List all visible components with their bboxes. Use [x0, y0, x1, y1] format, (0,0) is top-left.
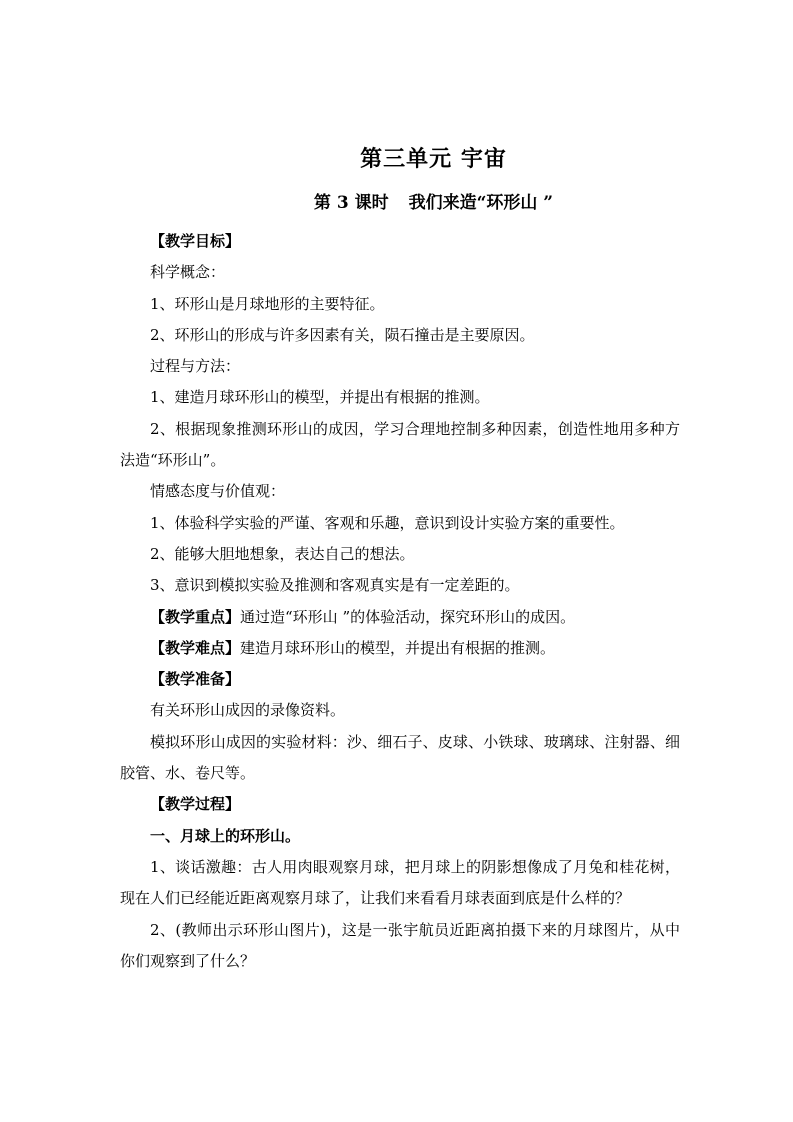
process-step-2: 2、(教师出示环形山图片)，这是一张宇航员近距离拍摄下来的月球图片，从中你们观察到了什么？	[120, 920, 680, 970]
concept-label: 科学概念：	[150, 263, 226, 282]
lesson-body	[120, 226, 680, 977]
attitude-item-1: 1、体验科学实验的严谨、客观和乐趣，意识到设计实验方案的重要性。	[150, 513, 625, 532]
process-label: 过程与方法：	[150, 357, 241, 376]
concept-item-2: 2、环形山的形成与许多因素有关，陨石撞击是主要原因。	[150, 325, 535, 344]
difficulty-label: 【教学难点】	[150, 638, 241, 657]
preparation-heading: 【教学准备】	[150, 670, 241, 689]
preparation-item-1: 有关环形山成因的录像资料。	[150, 701, 346, 720]
lesson-number: 第 3 课时	[313, 193, 389, 213]
lesson-name: 我们来造“环形山 ”	[408, 193, 554, 213]
attitude-item-2: 2、能够大胆地想象，表达自己的想法。	[150, 544, 415, 563]
process-item-1: 1、建造月球环形山的模型，并提出有根据的推测。	[150, 388, 490, 407]
key-point-label: 【教学重点】	[150, 607, 241, 626]
preparation-item-2: 模拟环形山成因的实验材料：沙、细石子、皮球、小铁球、玻璃球、注射器、细胶管、水、卷尺等。	[120, 732, 680, 783]
unit-title: 第三单元 宇宙	[360, 146, 507, 172]
key-point-paragraph	[120, 602, 680, 633]
section-heading-1: 一、月球上的环形山。	[150, 826, 301, 845]
process-item-2: 2、根据现象推测环形山的成因，学习合理地控制多种因素，创造性地用多种方法造“环形山”。	[120, 419, 680, 470]
objectives-heading: 【教学目标】	[150, 232, 241, 250]
process-step-1: 1、谈话激趣：古人用肉眼观察月球，把月球上的阴影想像成了月兔和桂花树，现在人们已经能近距离观察月球了，让我们来看看月球表面到底是什么样的？	[120, 857, 680, 908]
attitude-label: 情感态度与价值观：	[150, 482, 286, 501]
key-point-text: 通过造“环形山 ”的体验活动，探究环形山的成因。	[240, 607, 576, 626]
lesson-title	[37, 188, 793, 213]
process-heading: 【教学过程】	[150, 795, 241, 814]
attitude-item-3: 3、意识到模拟实验及推测和客观真实是有一定差距的。	[150, 576, 520, 595]
difficulty-text: 建造月球环形山的模型，并提出有根据的推测。	[240, 638, 556, 657]
concept-item-1: 1、环形山是月球地形的主要特征。	[150, 294, 385, 313]
difficulty-paragraph	[120, 633, 680, 664]
